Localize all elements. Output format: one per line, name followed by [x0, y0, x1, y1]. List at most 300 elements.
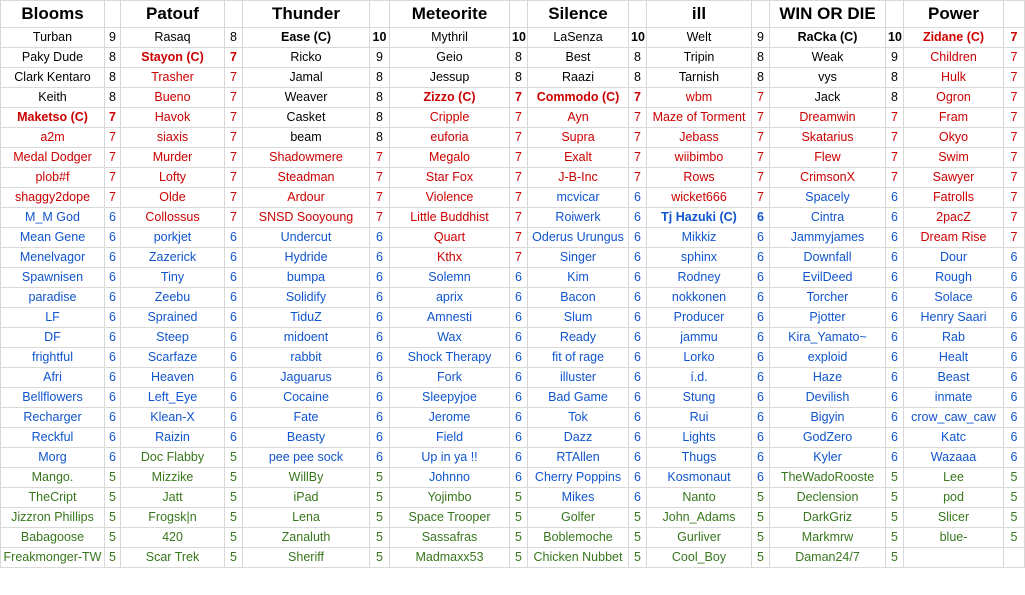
player-name-cell[interactable]: Undercut: [243, 228, 370, 248]
player-name-cell[interactable]: sphinx: [647, 248, 752, 268]
player-score-cell[interactable]: 7: [370, 208, 390, 228]
player-score-cell[interactable]: 6: [752, 468, 770, 488]
player-name-cell[interactable]: Katc: [904, 428, 1004, 448]
player-score-cell[interactable]: 6: [629, 268, 647, 288]
player-name-cell[interactable]: Stayon (C): [121, 48, 225, 68]
player-score-cell[interactable]: 7: [510, 108, 528, 128]
player-score-cell[interactable]: 6: [1004, 388, 1025, 408]
player-name-cell[interactable]: Heaven: [121, 368, 225, 388]
player-name-cell[interactable]: Spawnisen: [1, 268, 105, 288]
player-score-cell[interactable]: 7: [1004, 28, 1025, 48]
player-score-cell[interactable]: 5: [225, 468, 243, 488]
player-name-cell[interactable]: Megalo: [390, 148, 510, 168]
player-name-cell[interactable]: Raazi: [528, 68, 629, 88]
player-name-cell[interactable]: Tj Hazuki (C): [647, 208, 752, 228]
team-header[interactable]: Thunder: [243, 1, 370, 28]
player-score-cell[interactable]: 6: [629, 288, 647, 308]
player-score-cell[interactable]: 6: [105, 408, 121, 428]
player-name-cell[interactable]: Children: [904, 48, 1004, 68]
player-name-cell[interactable]: CrimsonX: [770, 168, 886, 188]
player-score-cell[interactable]: 6: [510, 268, 528, 288]
player-name-cell[interactable]: Up in ya !!: [390, 448, 510, 468]
player-name-cell[interactable]: Dreamwin: [770, 108, 886, 128]
player-name-cell[interactable]: Mikes: [528, 488, 629, 508]
player-name-cell[interactable]: crow_caw_caw: [904, 408, 1004, 428]
player-score-cell[interactable]: 7: [752, 108, 770, 128]
player-score-cell[interactable]: 8: [752, 68, 770, 88]
player-name-cell[interactable]: Mizzike: [121, 468, 225, 488]
player-score-cell[interactable]: 6: [510, 388, 528, 408]
player-name-cell[interactable]: Slicer: [904, 508, 1004, 528]
player-score-cell[interactable]: 5: [225, 448, 243, 468]
player-name-cell[interactable]: 420: [121, 528, 225, 548]
player-score-cell[interactable]: 7: [510, 188, 528, 208]
player-name-cell[interactable]: Kosmonaut: [647, 468, 752, 488]
player-name-cell[interactable]: Wazaaa: [904, 448, 1004, 468]
player-score-cell[interactable]: 6: [105, 328, 121, 348]
player-name-cell[interactable]: Lofty: [121, 168, 225, 188]
player-score-cell[interactable]: 7: [510, 208, 528, 228]
player-score-cell[interactable]: 7: [629, 88, 647, 108]
player-name-cell[interactable]: pod: [904, 488, 1004, 508]
header-score-cell[interactable]: [370, 1, 390, 28]
player-score-cell[interactable]: 6: [1004, 368, 1025, 388]
player-name-cell[interactable]: Trasher: [121, 68, 225, 88]
player-score-cell[interactable]: 6: [1004, 248, 1025, 268]
player-score-cell[interactable]: 8: [105, 68, 121, 88]
player-score-cell[interactable]: 6: [225, 348, 243, 368]
player-name-cell[interactable]: Casket: [243, 108, 370, 128]
player-score-cell[interactable]: 7: [225, 108, 243, 128]
player-name-cell[interactable]: Jammyjames: [770, 228, 886, 248]
player-score-cell[interactable]: 7: [752, 148, 770, 168]
player-name-cell[interactable]: Keith: [1, 88, 105, 108]
player-score-cell[interactable]: 5: [225, 528, 243, 548]
player-score-cell[interactable]: 6: [886, 248, 904, 268]
player-name-cell[interactable]: Rab: [904, 328, 1004, 348]
player-score-cell[interactable]: 6: [886, 288, 904, 308]
player-name-cell[interactable]: Lena: [243, 508, 370, 528]
player-name-cell[interactable]: Weaver: [243, 88, 370, 108]
header-score-cell[interactable]: [886, 1, 904, 28]
player-name-cell[interactable]: Jack: [770, 88, 886, 108]
player-score-cell[interactable]: 6: [752, 268, 770, 288]
player-name-cell[interactable]: Star Fox: [390, 168, 510, 188]
player-name-cell[interactable]: Sleepyjoe: [390, 388, 510, 408]
player-score-cell[interactable]: 5: [1004, 528, 1025, 548]
player-score-cell[interactable]: [1004, 548, 1025, 568]
player-score-cell[interactable]: 6: [225, 288, 243, 308]
player-name-cell[interactable]: Oderus Urungus: [528, 228, 629, 248]
player-score-cell[interactable]: 7: [510, 128, 528, 148]
player-name-cell[interactable]: Morg: [1, 448, 105, 468]
player-score-cell[interactable]: 6: [510, 328, 528, 348]
player-name-cell[interactable]: nokkonen: [647, 288, 752, 308]
player-score-cell[interactable]: 8: [370, 108, 390, 128]
player-name-cell[interactable]: Devilish: [770, 388, 886, 408]
player-score-cell[interactable]: 7: [1004, 148, 1025, 168]
player-name-cell[interactable]: LF: [1, 308, 105, 328]
player-score-cell[interactable]: 6: [105, 388, 121, 408]
player-name-cell[interactable]: aprix: [390, 288, 510, 308]
player-name-cell[interactable]: Rodney: [647, 268, 752, 288]
player-score-cell[interactable]: 6: [510, 368, 528, 388]
player-score-cell[interactable]: 5: [886, 548, 904, 568]
player-name-cell[interactable]: Steadman: [243, 168, 370, 188]
player-name-cell[interactable]: Markmrw: [770, 528, 886, 548]
player-name-cell[interactable]: Mythril: [390, 28, 510, 48]
player-name-cell[interactable]: J-B-Inc: [528, 168, 629, 188]
player-score-cell[interactable]: 6: [752, 208, 770, 228]
player-name-cell[interactable]: Bigyin: [770, 408, 886, 428]
player-name-cell[interactable]: Producer: [647, 308, 752, 328]
player-name-cell[interactable]: Dream Rise: [904, 228, 1004, 248]
player-name-cell[interactable]: Exalt: [528, 148, 629, 168]
player-name-cell[interactable]: Daman24/7: [770, 548, 886, 568]
player-score-cell[interactable]: 6: [225, 228, 243, 248]
player-name-cell[interactable]: Medal Dodger: [1, 148, 105, 168]
player-score-cell[interactable]: 6: [886, 208, 904, 228]
player-name-cell[interactable]: paradise: [1, 288, 105, 308]
player-name-cell[interactable]: a2m: [1, 128, 105, 148]
player-score-cell[interactable]: 9: [105, 28, 121, 48]
player-name-cell[interactable]: Doc Flabby: [121, 448, 225, 468]
player-name-cell[interactable]: Slum: [528, 308, 629, 328]
player-name-cell[interactable]: Sprained: [121, 308, 225, 328]
player-score-cell[interactable]: 5: [370, 488, 390, 508]
player-score-cell[interactable]: 6: [629, 248, 647, 268]
player-name-cell[interactable]: Recharger: [1, 408, 105, 428]
player-score-cell[interactable]: 6: [225, 428, 243, 448]
player-name-cell[interactable]: Golfer: [528, 508, 629, 528]
player-name-cell[interactable]: Menelvagor: [1, 248, 105, 268]
player-score-cell[interactable]: 9: [752, 28, 770, 48]
player-score-cell[interactable]: 6: [105, 208, 121, 228]
player-score-cell[interactable]: 7: [629, 148, 647, 168]
player-score-cell[interactable]: 6: [752, 328, 770, 348]
player-name-cell[interactable]: Roiwerk: [528, 208, 629, 228]
player-name-cell[interactable]: Reckful: [1, 428, 105, 448]
player-name-cell[interactable]: Tiny: [121, 268, 225, 288]
player-name-cell[interactable]: Dazz: [528, 428, 629, 448]
player-score-cell[interactable]: 7: [1004, 128, 1025, 148]
player-name-cell[interactable]: DF: [1, 328, 105, 348]
player-name-cell[interactable]: Raizin: [121, 428, 225, 448]
player-name-cell[interactable]: Fork: [390, 368, 510, 388]
player-score-cell[interactable]: 7: [752, 128, 770, 148]
player-name-cell[interactable]: Henry Saari: [904, 308, 1004, 328]
player-name-cell[interactable]: Dour: [904, 248, 1004, 268]
player-score-cell[interactable]: 5: [105, 468, 121, 488]
player-name-cell[interactable]: Fate: [243, 408, 370, 428]
player-name-cell[interactable]: Cripple: [390, 108, 510, 128]
player-score-cell[interactable]: 7: [752, 188, 770, 208]
player-name-cell[interactable]: illuster: [528, 368, 629, 388]
player-name-cell[interactable]: Bueno: [121, 88, 225, 108]
player-score-cell[interactable]: 8: [510, 68, 528, 88]
player-score-cell[interactable]: 6: [370, 268, 390, 288]
player-score-cell[interactable]: 6: [370, 428, 390, 448]
player-score-cell[interactable]: 6: [510, 468, 528, 488]
player-score-cell[interactable]: 6: [1004, 268, 1025, 288]
player-name-cell[interactable]: í.d.: [647, 368, 752, 388]
player-name-cell[interactable]: Hydride: [243, 248, 370, 268]
player-name-cell[interactable]: Okyo: [904, 128, 1004, 148]
player-score-cell[interactable]: 6: [752, 368, 770, 388]
player-score-cell[interactable]: 5: [752, 528, 770, 548]
player-score-cell[interactable]: 8: [370, 128, 390, 148]
player-score-cell[interactable]: 6: [886, 228, 904, 248]
player-score-cell[interactable]: 7: [225, 48, 243, 68]
player-score-cell[interactable]: 6: [886, 188, 904, 208]
player-name-cell[interactable]: Paky Dude: [1, 48, 105, 68]
player-name-cell[interactable]: porkjet: [121, 228, 225, 248]
player-name-cell[interactable]: inmate: [904, 388, 1004, 408]
player-score-cell[interactable]: 5: [370, 548, 390, 568]
player-score-cell[interactable]: 7: [1004, 228, 1025, 248]
player-score-cell[interactable]: 5: [1004, 468, 1025, 488]
player-name-cell[interactable]: Sassafras: [390, 528, 510, 548]
player-score-cell[interactable]: 6: [886, 328, 904, 348]
player-score-cell[interactable]: 6: [629, 228, 647, 248]
player-score-cell[interactable]: 5: [370, 508, 390, 528]
player-score-cell[interactable]: 6: [752, 348, 770, 368]
player-score-cell[interactable]: 6: [1004, 348, 1025, 368]
player-name-cell[interactable]: Violence: [390, 188, 510, 208]
player-score-cell[interactable]: 6: [629, 188, 647, 208]
player-name-cell[interactable]: Spacely: [770, 188, 886, 208]
player-name-cell[interactable]: Jaguarus: [243, 368, 370, 388]
player-score-cell[interactable]: 6: [370, 328, 390, 348]
player-name-cell[interactable]: Afri: [1, 368, 105, 388]
player-score-cell[interactable]: 6: [105, 228, 121, 248]
player-score-cell[interactable]: 6: [225, 308, 243, 328]
header-score-cell[interactable]: [510, 1, 528, 28]
header-score-cell[interactable]: [752, 1, 770, 28]
player-name-cell[interactable]: Frogsk|n: [121, 508, 225, 528]
player-name-cell[interactable]: Clark Kentaro: [1, 68, 105, 88]
player-name-cell[interactable]: Madmaxx53: [390, 548, 510, 568]
player-score-cell[interactable]: 7: [1004, 208, 1025, 228]
player-score-cell[interactable]: 8: [886, 68, 904, 88]
player-score-cell[interactable]: 6: [886, 408, 904, 428]
player-score-cell[interactable]: 6: [370, 408, 390, 428]
player-name-cell[interactable]: vys: [770, 68, 886, 88]
player-name-cell[interactable]: Pjotter: [770, 308, 886, 328]
player-name-cell[interactable]: 2pacZ: [904, 208, 1004, 228]
player-score-cell[interactable]: 7: [225, 208, 243, 228]
player-score-cell[interactable]: 8: [886, 88, 904, 108]
player-name-cell[interactable]: Scarfaze: [121, 348, 225, 368]
player-name-cell[interactable]: Chicken Nubbet: [528, 548, 629, 568]
player-score-cell[interactable]: 7: [225, 128, 243, 148]
player-score-cell[interactable]: 6: [370, 448, 390, 468]
team-header[interactable]: Meteorite: [390, 1, 510, 28]
player-name-cell[interactable]: Havok: [121, 108, 225, 128]
header-score-cell[interactable]: [1004, 1, 1025, 28]
player-score-cell[interactable]: 7: [510, 168, 528, 188]
player-name-cell[interactable]: shaggy2dope: [1, 188, 105, 208]
player-name-cell[interactable]: Wax: [390, 328, 510, 348]
player-score-cell[interactable]: 5: [370, 468, 390, 488]
player-name-cell[interactable]: Collossus: [121, 208, 225, 228]
player-score-cell[interactable]: 8: [370, 68, 390, 88]
player-score-cell[interactable]: 6: [1004, 408, 1025, 428]
player-name-cell[interactable]: Cintra: [770, 208, 886, 228]
player-score-cell[interactable]: 6: [105, 368, 121, 388]
player-score-cell[interactable]: 6: [225, 408, 243, 428]
player-name-cell[interactable]: Quart: [390, 228, 510, 248]
player-name-cell[interactable]: Fatrolls: [904, 188, 1004, 208]
player-name-cell[interactable]: wicket666: [647, 188, 752, 208]
player-name-cell[interactable]: jammu: [647, 328, 752, 348]
player-name-cell[interactable]: GodZero: [770, 428, 886, 448]
team-header[interactable]: Silence: [528, 1, 629, 28]
player-score-cell[interactable]: 10: [886, 28, 904, 48]
player-name-cell[interactable]: Fram: [904, 108, 1004, 128]
player-name-cell[interactable]: Freakmonger-TW: [1, 548, 105, 568]
player-score-cell[interactable]: 6: [886, 268, 904, 288]
player-name-cell[interactable]: Steep: [121, 328, 225, 348]
player-name-cell[interactable]: Tripin: [647, 48, 752, 68]
player-name-cell[interactable]: Lights: [647, 428, 752, 448]
player-name-cell[interactable]: Haze: [770, 368, 886, 388]
player-name-cell[interactable]: Cocaine: [243, 388, 370, 408]
player-name-cell[interactable]: Geio: [390, 48, 510, 68]
player-score-cell[interactable]: 7: [105, 128, 121, 148]
player-name-cell[interactable]: Cherry Poppins: [528, 468, 629, 488]
player-score-cell[interactable]: 5: [510, 528, 528, 548]
player-score-cell[interactable]: 6: [105, 248, 121, 268]
player-score-cell[interactable]: 5: [629, 548, 647, 568]
player-score-cell[interactable]: 8: [629, 68, 647, 88]
player-name-cell[interactable]: Flew: [770, 148, 886, 168]
player-score-cell[interactable]: 6: [1004, 308, 1025, 328]
player-score-cell[interactable]: 5: [225, 548, 243, 568]
player-name-cell[interactable]: euforia: [390, 128, 510, 148]
player-name-cell[interactable]: TheCript: [1, 488, 105, 508]
player-score-cell[interactable]: 8: [105, 48, 121, 68]
player-score-cell[interactable]: 6: [510, 348, 528, 368]
player-name-cell[interactable]: midoent: [243, 328, 370, 348]
player-score-cell[interactable]: 10: [370, 28, 390, 48]
player-name-cell[interactable]: Johnno: [390, 468, 510, 488]
team-header[interactable]: Blooms: [1, 1, 105, 28]
player-score-cell[interactable]: 6: [370, 308, 390, 328]
player-name-cell[interactable]: Scar Trek: [121, 548, 225, 568]
player-score-cell[interactable]: 6: [370, 348, 390, 368]
player-name-cell[interactable]: Zidane (C): [904, 28, 1004, 48]
player-name-cell[interactable]: Bellflowers: [1, 388, 105, 408]
player-score-cell[interactable]: 7: [886, 168, 904, 188]
player-name-cell[interactable]: Beasty: [243, 428, 370, 448]
player-score-cell[interactable]: 6: [1004, 328, 1025, 348]
player-score-cell[interactable]: 6: [510, 308, 528, 328]
player-name-cell[interactable]: Skatarius: [770, 128, 886, 148]
player-score-cell[interactable]: 6: [752, 408, 770, 428]
player-name-cell[interactable]: Klean-X: [121, 408, 225, 428]
player-name-cell[interactable]: fit of rage: [528, 348, 629, 368]
player-score-cell[interactable]: 5: [105, 548, 121, 568]
player-score-cell[interactable]: 7: [886, 148, 904, 168]
player-score-cell[interactable]: 8: [510, 48, 528, 68]
player-score-cell[interactable]: 6: [886, 428, 904, 448]
player-score-cell[interactable]: 5: [510, 508, 528, 528]
player-score-cell[interactable]: 10: [510, 28, 528, 48]
player-name-cell[interactable]: Bacon: [528, 288, 629, 308]
player-name-cell[interactable]: Yojimbo: [390, 488, 510, 508]
player-score-cell[interactable]: 7: [105, 148, 121, 168]
player-name-cell[interactable]: Lee: [904, 468, 1004, 488]
player-score-cell[interactable]: 7: [510, 88, 528, 108]
player-name-cell[interactable]: Gurliver: [647, 528, 752, 548]
player-name-cell[interactable]: LaSenza: [528, 28, 629, 48]
player-score-cell[interactable]: 7: [886, 128, 904, 148]
player-score-cell[interactable]: 7: [370, 168, 390, 188]
player-score-cell[interactable]: 6: [370, 288, 390, 308]
player-name-cell[interactable]: M_M God: [1, 208, 105, 228]
player-name-cell[interactable]: Stung: [647, 388, 752, 408]
player-name-cell[interactable]: Amnesti: [390, 308, 510, 328]
player-name-cell[interactable]: Ayn: [528, 108, 629, 128]
player-score-cell[interactable]: 6: [886, 448, 904, 468]
player-score-cell[interactable]: 6: [629, 428, 647, 448]
player-name-cell[interactable]: Hulk: [904, 68, 1004, 88]
player-name-cell[interactable]: Murder: [121, 148, 225, 168]
player-score-cell[interactable]: 6: [370, 248, 390, 268]
player-score-cell[interactable]: 6: [886, 388, 904, 408]
player-score-cell[interactable]: 7: [510, 248, 528, 268]
player-score-cell[interactable]: 6: [1004, 448, 1025, 468]
player-name-cell[interactable]: Babagoose: [1, 528, 105, 548]
player-name-cell[interactable]: Mean Gene: [1, 228, 105, 248]
player-score-cell[interactable]: 6: [105, 428, 121, 448]
player-name-cell[interactable]: Rui: [647, 408, 752, 428]
player-score-cell[interactable]: 6: [629, 468, 647, 488]
player-score-cell[interactable]: 6: [225, 248, 243, 268]
player-name-cell[interactable]: Zeebu: [121, 288, 225, 308]
player-score-cell[interactable]: 6: [370, 388, 390, 408]
player-score-cell[interactable]: 7: [510, 228, 528, 248]
player-score-cell[interactable]: 6: [629, 208, 647, 228]
player-score-cell[interactable]: 9: [886, 48, 904, 68]
player-score-cell[interactable]: 6: [105, 288, 121, 308]
player-score-cell[interactable]: 5: [1004, 508, 1025, 528]
player-name-cell[interactable]: Downfall: [770, 248, 886, 268]
player-score-cell[interactable]: 7: [370, 148, 390, 168]
player-score-cell[interactable]: 6: [510, 288, 528, 308]
player-name-cell[interactable]: exploid: [770, 348, 886, 368]
player-name-cell[interactable]: Tarnish: [647, 68, 752, 88]
player-score-cell[interactable]: 9: [370, 48, 390, 68]
team-header[interactable]: ill: [647, 1, 752, 28]
player-name-cell[interactable]: Welt: [647, 28, 752, 48]
player-name-cell[interactable]: Bad Game: [528, 388, 629, 408]
player-score-cell[interactable]: 6: [629, 488, 647, 508]
player-score-cell[interactable]: 6: [105, 348, 121, 368]
player-name-cell[interactable]: wiibimbo: [647, 148, 752, 168]
player-name-cell[interactable]: John_Adams: [647, 508, 752, 528]
player-name-cell[interactable]: Jessup: [390, 68, 510, 88]
player-score-cell[interactable]: 7: [370, 188, 390, 208]
player-name-cell[interactable]: WillBy: [243, 468, 370, 488]
player-score-cell[interactable]: 7: [752, 168, 770, 188]
player-name-cell[interactable]: Field: [390, 428, 510, 448]
player-name-cell[interactable]: wbm: [647, 88, 752, 108]
player-name-cell[interactable]: iPad: [243, 488, 370, 508]
player-score-cell[interactable]: 8: [629, 48, 647, 68]
player-score-cell[interactable]: 5: [225, 488, 243, 508]
